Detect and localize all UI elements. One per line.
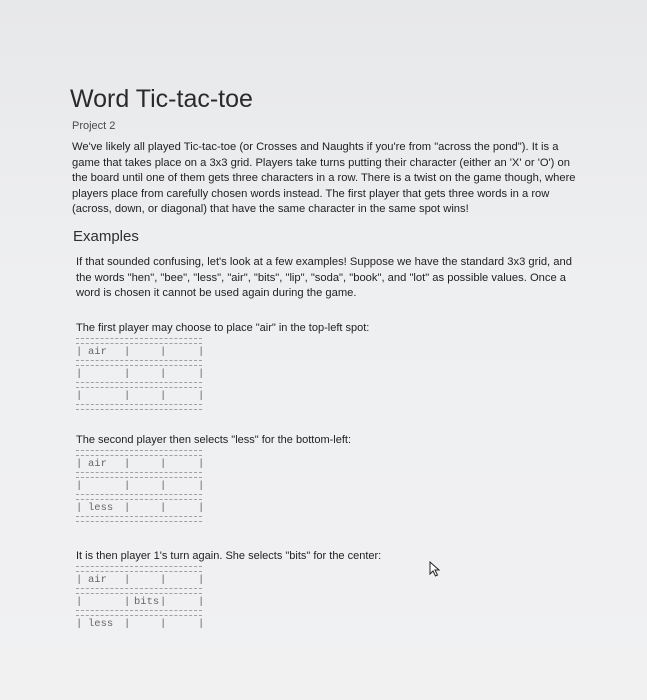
board-row <box>76 457 205 471</box>
board-row <box>76 501 205 515</box>
board-cell: air <box>88 573 107 586</box>
board-cell: air <box>88 345 107 358</box>
cell-divider: | <box>160 479 167 492</box>
cell-divider: | <box>198 389 205 402</box>
cell-divider: | <box>160 457 167 470</box>
board-row <box>76 345 205 359</box>
step1-caption: The first player may choose to place "air" in the top-left spot: <box>76 321 370 334</box>
board-row <box>76 573 205 587</box>
board-2 <box>76 450 205 522</box>
board-separator <box>76 610 202 616</box>
cell-divider: | <box>76 617 83 630</box>
board-separator <box>76 382 202 388</box>
board-separator <box>76 338 202 344</box>
cell-divider: | <box>198 501 205 514</box>
board-row <box>76 389 205 403</box>
document-content <box>70 82 580 631</box>
cell-divider: | <box>198 573 205 586</box>
cell-divider: | <box>198 595 205 608</box>
board-1 <box>76 338 205 410</box>
cell-divider: | <box>76 367 83 380</box>
cell-divider: | <box>76 345 83 358</box>
board-3 <box>76 566 205 631</box>
cell-divider: | <box>76 479 83 492</box>
cell-divider: | <box>124 501 131 514</box>
board-separator <box>76 516 202 522</box>
cursor-icon <box>429 561 443 577</box>
cell-divider: | <box>124 367 131 380</box>
board-row <box>76 595 205 609</box>
step3-caption: It is then player 1's turn again. She selects "bits" for the center: <box>76 549 382 562</box>
cell-divider: | <box>160 501 167 514</box>
board-separator <box>76 494 202 500</box>
cell-divider: | <box>76 389 83 402</box>
cell-divider: | <box>124 457 131 470</box>
cell-divider: | <box>160 617 167 630</box>
cell-divider: | <box>76 595 83 608</box>
cell-divider: | <box>76 457 83 470</box>
cell-divider: | <box>198 457 205 470</box>
cell-divider: | <box>76 573 83 586</box>
board-separator <box>76 566 202 572</box>
cell-divider: | <box>160 573 167 586</box>
board-cell: bits <box>134 595 160 608</box>
board-row <box>76 367 205 381</box>
cell-divider: | <box>76 501 83 514</box>
board-separator <box>76 472 202 478</box>
cell-divider: | <box>198 345 205 358</box>
board-cell: less <box>88 617 114 630</box>
step2-caption: The second player then selects "less" for the bottom-left: <box>76 433 351 446</box>
cell-divider: | <box>198 479 205 492</box>
cell-divider: | <box>124 595 131 608</box>
cell-divider: | <box>124 345 131 358</box>
board-separator <box>76 360 202 366</box>
intro-paragraph: We've likely all played Tic-tac-toe (or Crosses and Naughts if you're from "across the pond"). It is a game that takes place on a 3x3 grid. Players take turns putting their character (either an 'X' or 'O') on the board until one of them gets three characters in a row. There is a twist on the game though, where players place from carefully chosen words instead. The first player that gets three words in a row (across, down, or diagonal) that have the same character in the same spot wins! <box>72 141 576 216</box>
cell-divider: | <box>198 617 205 630</box>
cell-divider: | <box>198 367 205 380</box>
board-separator <box>76 588 202 594</box>
cell-divider: | <box>160 389 167 402</box>
cell-divider: | <box>124 573 131 586</box>
examples-intro-paragraph: If that sounded confusing, let's look at a few examples! Suppose we have the standard 3x3 grid, and the words "hen", "bee", "less", "air", "bits", "lip", "soda", "book", and "lot" as possible values. Once a word is chosen it cannot be used again during the game. <box>76 255 572 300</box>
examples-heading: Examples <box>73 227 139 245</box>
cell-divider: | <box>124 389 131 402</box>
board-row <box>76 479 205 493</box>
board-separator <box>76 404 202 410</box>
cell-divider: | <box>160 595 167 608</box>
board-cell: less <box>88 501 114 514</box>
board-separator <box>76 450 202 456</box>
cell-divider: | <box>124 617 131 630</box>
cell-divider: | <box>160 367 167 380</box>
page-title: Word Tic-tac-toe <box>70 85 253 113</box>
board-cell: air <box>88 457 107 470</box>
page-subtitle: Project 2 <box>72 120 116 132</box>
cell-divider: | <box>124 479 131 492</box>
cell-divider: | <box>160 345 167 358</box>
board-row <box>76 617 205 631</box>
